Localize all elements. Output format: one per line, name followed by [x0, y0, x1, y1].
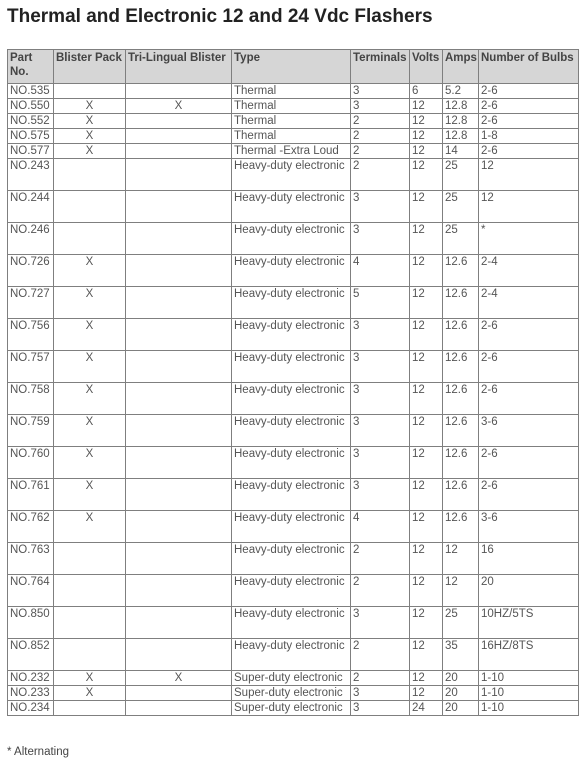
- amps-cell: 12.8: [443, 129, 479, 144]
- type-cell: Heavy-duty electronic: [232, 639, 351, 671]
- type-cell: Heavy-duty electronic: [232, 255, 351, 287]
- tri-lingual-blister-cell: [126, 543, 232, 575]
- type-cell: Heavy-duty electronic: [232, 383, 351, 415]
- blister-pack-cell: X: [54, 671, 126, 686]
- amps-cell: 20: [443, 701, 479, 716]
- terminals-cell: 3: [351, 319, 410, 351]
- volts-cell: 12: [410, 255, 443, 287]
- terminals-cell: 3: [351, 607, 410, 639]
- terminals-cell: 3: [351, 447, 410, 479]
- terminals-cell: 2: [351, 144, 410, 159]
- column-header-terminals: Terminals: [351, 50, 410, 84]
- blister-pack-cell: X: [54, 99, 126, 114]
- amps-cell: 12.6: [443, 511, 479, 543]
- part-no-cell: NO.233: [8, 686, 54, 701]
- terminals-cell: 4: [351, 255, 410, 287]
- volts-cell: 12: [410, 351, 443, 383]
- number-of-bulbs-cell: *: [479, 223, 579, 255]
- tri-lingual-blister-cell: [126, 84, 232, 99]
- part-no-cell: NO.575: [8, 129, 54, 144]
- table-body: [8, 84, 579, 716]
- part-no-cell: NO.550: [8, 99, 54, 114]
- volts-cell: 12: [410, 144, 443, 159]
- table-row: [8, 84, 579, 99]
- table-row: [8, 159, 579, 191]
- table-row: [8, 543, 579, 575]
- type-cell: Heavy-duty electronic: [232, 479, 351, 511]
- table-row: [8, 223, 579, 255]
- part-no-cell: NO.757: [8, 351, 54, 383]
- tri-lingual-blister-cell: [126, 287, 232, 319]
- part-no-cell: NO.852: [8, 639, 54, 671]
- blister-pack-cell: [54, 575, 126, 607]
- number-of-bulbs-cell: 12: [479, 159, 579, 191]
- volts-cell: 12: [410, 511, 443, 543]
- number-of-bulbs-cell: 20: [479, 575, 579, 607]
- volts-cell: 12: [410, 191, 443, 223]
- table-row: [8, 686, 579, 701]
- tri-lingual-blister-cell: [126, 415, 232, 447]
- number-of-bulbs-cell: 2-4: [479, 287, 579, 319]
- volts-cell: 12: [410, 543, 443, 575]
- blister-pack-cell: [54, 84, 126, 99]
- type-cell: Heavy-duty electronic: [232, 607, 351, 639]
- table-row: [8, 99, 579, 114]
- amps-cell: 12.8: [443, 114, 479, 129]
- terminals-cell: 3: [351, 383, 410, 415]
- table-row: [8, 415, 579, 447]
- tri-lingual-blister-cell: [126, 129, 232, 144]
- table-row: [8, 575, 579, 607]
- column-header-part-no: Part No.: [8, 50, 54, 84]
- volts-cell: 12: [410, 607, 443, 639]
- terminals-cell: 3: [351, 479, 410, 511]
- terminals-cell: 3: [351, 191, 410, 223]
- number-of-bulbs-cell: 2-6: [479, 319, 579, 351]
- blister-pack-cell: X: [54, 144, 126, 159]
- part-no-cell: NO.850: [8, 607, 54, 639]
- amps-cell: 25: [443, 223, 479, 255]
- blister-pack-cell: X: [54, 114, 126, 129]
- amps-cell: 12.6: [443, 415, 479, 447]
- volts-cell: 12: [410, 447, 443, 479]
- blister-pack-cell: X: [54, 351, 126, 383]
- part-no-cell: NO.243: [8, 159, 54, 191]
- table-row: [8, 255, 579, 287]
- number-of-bulbs-cell: 3-6: [479, 415, 579, 447]
- terminals-cell: 2: [351, 575, 410, 607]
- tri-lingual-blister-cell: [126, 319, 232, 351]
- blister-pack-cell: X: [54, 255, 126, 287]
- tri-lingual-blister-cell: [126, 479, 232, 511]
- type-cell: Heavy-duty electronic: [232, 351, 351, 383]
- volts-cell: 12: [410, 639, 443, 671]
- terminals-cell: 2: [351, 671, 410, 686]
- terminals-cell: 3: [351, 701, 410, 716]
- amps-cell: 12.6: [443, 383, 479, 415]
- number-of-bulbs-cell: 2-6: [479, 114, 579, 129]
- volts-cell: 12: [410, 99, 443, 114]
- blister-pack-cell: [54, 191, 126, 223]
- table-row: [8, 607, 579, 639]
- part-no-cell: NO.763: [8, 543, 54, 575]
- amps-cell: 25: [443, 607, 479, 639]
- table-row: [8, 479, 579, 511]
- tri-lingual-blister-cell: [126, 255, 232, 287]
- terminals-cell: 2: [351, 639, 410, 671]
- table-row: [8, 701, 579, 716]
- column-header-volts: Volts: [410, 50, 443, 84]
- type-cell: Heavy-duty electronic: [232, 191, 351, 223]
- number-of-bulbs-cell: 2-6: [479, 351, 579, 383]
- part-no-cell: NO.232: [8, 671, 54, 686]
- type-cell: Heavy-duty electronic: [232, 447, 351, 479]
- tri-lingual-blister-cell: [126, 701, 232, 716]
- blister-pack-cell: [54, 701, 126, 716]
- table-row: [8, 671, 579, 686]
- table-row: [8, 191, 579, 223]
- part-no-cell: NO.577: [8, 144, 54, 159]
- blister-pack-cell: X: [54, 447, 126, 479]
- type-cell: Super-duty electronic: [232, 701, 351, 716]
- blister-pack-cell: [54, 159, 126, 191]
- column-header-blister-pack: Blister Pack: [54, 50, 126, 84]
- amps-cell: 25: [443, 159, 479, 191]
- table-row: [8, 114, 579, 129]
- amps-cell: 12.6: [443, 351, 479, 383]
- part-no-cell: NO.764: [8, 575, 54, 607]
- blister-pack-cell: [54, 639, 126, 671]
- number-of-bulbs-cell: 2-4: [479, 255, 579, 287]
- terminals-cell: 5: [351, 287, 410, 319]
- column-header-type: Type: [232, 50, 351, 84]
- terminals-cell: 3: [351, 686, 410, 701]
- number-of-bulbs-cell: 2-6: [479, 447, 579, 479]
- amps-cell: 14: [443, 144, 479, 159]
- amps-cell: 5.2: [443, 84, 479, 99]
- type-cell: Heavy-duty electronic: [232, 543, 351, 575]
- terminals-cell: 3: [351, 84, 410, 99]
- amps-cell: 20: [443, 686, 479, 701]
- amps-cell: 20: [443, 671, 479, 686]
- table-header-row: [8, 50, 579, 84]
- number-of-bulbs-cell: 12: [479, 191, 579, 223]
- part-no-cell: NO.758: [8, 383, 54, 415]
- tri-lingual-blister-cell: [126, 351, 232, 383]
- blister-pack-cell: X: [54, 287, 126, 319]
- volts-cell: 12: [410, 479, 443, 511]
- part-no-cell: NO.535: [8, 84, 54, 99]
- volts-cell: 12: [410, 159, 443, 191]
- terminals-cell: 2: [351, 159, 410, 191]
- volts-cell: 24: [410, 701, 443, 716]
- number-of-bulbs-cell: 16: [479, 543, 579, 575]
- amps-cell: 12: [443, 543, 479, 575]
- part-no-cell: NO.759: [8, 415, 54, 447]
- blister-pack-cell: [54, 607, 126, 639]
- type-cell: Heavy-duty electronic: [232, 575, 351, 607]
- volts-cell: 12: [410, 287, 443, 319]
- column-header-amps: Amps: [443, 50, 479, 84]
- terminals-cell: 2: [351, 129, 410, 144]
- volts-cell: 12: [410, 671, 443, 686]
- table-row: [8, 511, 579, 543]
- number-of-bulbs-cell: 1-8: [479, 129, 579, 144]
- type-cell: Thermal: [232, 84, 351, 99]
- column-header-tri-lingual-blister: Tri-Lingual Blister: [126, 50, 232, 84]
- volts-cell: 12: [410, 129, 443, 144]
- volts-cell: 6: [410, 84, 443, 99]
- blister-pack-cell: X: [54, 319, 126, 351]
- part-no-cell: NO.246: [8, 223, 54, 255]
- table-row: [8, 351, 579, 383]
- part-no-cell: NO.761: [8, 479, 54, 511]
- type-cell: Super-duty electronic: [232, 686, 351, 701]
- table-row: [8, 639, 579, 671]
- number-of-bulbs-cell: 2-6: [479, 99, 579, 114]
- tri-lingual-blister-cell: [126, 144, 232, 159]
- blister-pack-cell: [54, 543, 126, 575]
- terminals-cell: 3: [351, 99, 410, 114]
- part-no-cell: NO.726: [8, 255, 54, 287]
- amps-cell: 12.6: [443, 255, 479, 287]
- amps-cell: 35: [443, 639, 479, 671]
- tri-lingual-blister-cell: [126, 639, 232, 671]
- tri-lingual-blister-cell: [126, 223, 232, 255]
- volts-cell: 12: [410, 223, 443, 255]
- blister-pack-cell: X: [54, 415, 126, 447]
- tri-lingual-blister-cell: [126, 159, 232, 191]
- table-row: [8, 383, 579, 415]
- blister-pack-cell: X: [54, 129, 126, 144]
- type-cell: Heavy-duty electronic: [232, 159, 351, 191]
- number-of-bulbs-cell: 1-10: [479, 671, 579, 686]
- amps-cell: 12.6: [443, 447, 479, 479]
- terminals-cell: 2: [351, 543, 410, 575]
- amps-cell: 12.6: [443, 319, 479, 351]
- tri-lingual-blister-cell: X: [126, 99, 232, 114]
- tri-lingual-blister-cell: [126, 511, 232, 543]
- terminals-cell: 3: [351, 223, 410, 255]
- part-no-cell: NO.727: [8, 287, 54, 319]
- table-row: [8, 144, 579, 159]
- part-no-cell: NO.234: [8, 701, 54, 716]
- type-cell: Thermal: [232, 129, 351, 144]
- table-row: [8, 129, 579, 144]
- tri-lingual-blister-cell: [126, 191, 232, 223]
- part-no-cell: NO.244: [8, 191, 54, 223]
- tri-lingual-blister-cell: [126, 607, 232, 639]
- volts-cell: 12: [410, 575, 443, 607]
- tri-lingual-blister-cell: [126, 575, 232, 607]
- part-no-cell: NO.552: [8, 114, 54, 129]
- tri-lingual-blister-cell: X: [126, 671, 232, 686]
- terminals-cell: 2: [351, 114, 410, 129]
- terminals-cell: 4: [351, 511, 410, 543]
- table-row: [8, 287, 579, 319]
- table-row: [8, 447, 579, 479]
- type-cell: Heavy-duty electronic: [232, 223, 351, 255]
- volts-cell: 12: [410, 319, 443, 351]
- flashers-table: [7, 49, 579, 716]
- type-cell: Heavy-duty electronic: [232, 415, 351, 447]
- number-of-bulbs-cell: 1-10: [479, 701, 579, 716]
- column-header-number-of-bulbs: Number of Bulbs: [479, 50, 579, 84]
- number-of-bulbs-cell: 1-10: [479, 686, 579, 701]
- tri-lingual-blister-cell: [126, 383, 232, 415]
- number-of-bulbs-cell: 16HZ/8TS: [479, 639, 579, 671]
- table-row: [8, 319, 579, 351]
- amps-cell: 12.8: [443, 99, 479, 114]
- tri-lingual-blister-cell: [126, 114, 232, 129]
- blister-pack-cell: X: [54, 383, 126, 415]
- amps-cell: 12.6: [443, 479, 479, 511]
- type-cell: Super-duty electronic: [232, 671, 351, 686]
- number-of-bulbs-cell: 3-6: [479, 511, 579, 543]
- number-of-bulbs-cell: 10HZ/5TS: [479, 607, 579, 639]
- tri-lingual-blister-cell: [126, 447, 232, 479]
- number-of-bulbs-cell: 2-6: [479, 144, 579, 159]
- volts-cell: 12: [410, 415, 443, 447]
- page-title: Thermal and Electronic 12 and 24 Vdc Flashers: [7, 6, 433, 27]
- part-no-cell: NO.756: [8, 319, 54, 351]
- number-of-bulbs-cell: 2-6: [479, 479, 579, 511]
- amps-cell: 25: [443, 191, 479, 223]
- number-of-bulbs-cell: 2-6: [479, 383, 579, 415]
- number-of-bulbs-cell: 2-6: [479, 84, 579, 99]
- volts-cell: 12: [410, 383, 443, 415]
- type-cell: Heavy-duty electronic: [232, 511, 351, 543]
- blister-pack-cell: X: [54, 479, 126, 511]
- amps-cell: 12: [443, 575, 479, 607]
- footnote: * Alternating: [7, 746, 70, 758]
- blister-pack-cell: X: [54, 686, 126, 701]
- volts-cell: 12: [410, 114, 443, 129]
- blister-pack-cell: [54, 223, 126, 255]
- tri-lingual-blister-cell: [126, 686, 232, 701]
- volts-cell: 12: [410, 686, 443, 701]
- part-no-cell: NO.760: [8, 447, 54, 479]
- terminals-cell: 3: [351, 415, 410, 447]
- type-cell: Heavy-duty electronic: [232, 319, 351, 351]
- type-cell: Heavy-duty electronic: [232, 287, 351, 319]
- type-cell: Thermal: [232, 114, 351, 129]
- blister-pack-cell: X: [54, 511, 126, 543]
- part-no-cell: NO.762: [8, 511, 54, 543]
- type-cell: Thermal -Extra Loud: [232, 144, 351, 159]
- amps-cell: 12.6: [443, 287, 479, 319]
- type-cell: Thermal: [232, 99, 351, 114]
- terminals-cell: 3: [351, 351, 410, 383]
